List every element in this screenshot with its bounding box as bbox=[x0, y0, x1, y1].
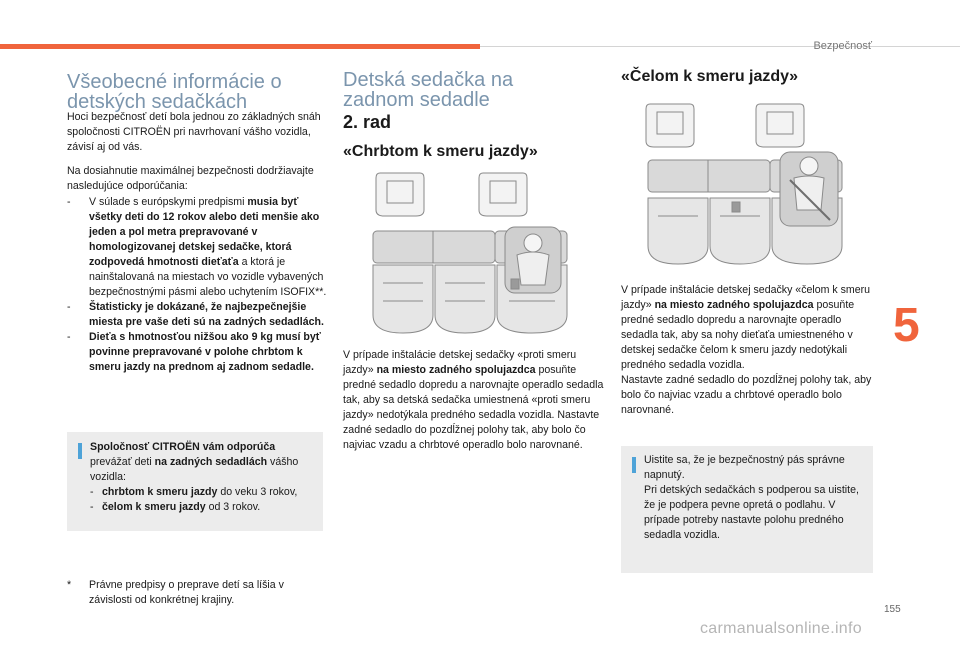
section-tag: Bezpečnosť bbox=[813, 40, 872, 52]
note-text: prevážať deti bbox=[90, 456, 155, 468]
note-bold-text: chrbtom k smeru jazdy bbox=[102, 486, 218, 498]
list-dash: - bbox=[90, 486, 94, 498]
list-bold-text: Štatisticky je dokázané, že najbezpečnejšie miesta pre vaše deti sú na zadných sedadlách. bbox=[89, 301, 324, 328]
body-text: V prípade inštalácie detskej sedačky «proti smeru jazdy» bbox=[343, 349, 577, 376]
list-dash: - bbox=[67, 196, 71, 208]
note-bold-text: čelom k smeru jazdy bbox=[102, 501, 206, 513]
rear-seat-title: Detská sedačka na zadnom sedadle bbox=[343, 69, 514, 111]
top-divider bbox=[480, 46, 960, 47]
note-list-item bbox=[90, 500, 318, 515]
lead-paragraph: Na dosiahnutie maximálnej bezpečnosti dodržiavajte nasledujúce odporúčania: bbox=[67, 165, 314, 192]
note-text: od 3 rokov. bbox=[205, 501, 261, 513]
info-bar-icon bbox=[632, 457, 636, 473]
list-text: V súlade s európskymi predpismi bbox=[89, 196, 248, 208]
footnote-text: Právne predpisy o preprave detí sa líšia v závislosti od konkrétnej krajiny. bbox=[89, 579, 284, 606]
forward-facing-body bbox=[621, 283, 877, 418]
safety-note-text: Uistite sa, že je bezpečnostný pás správne napnutý. Pri detských sedačkách s podperou sa uistite, že je podpera pevne opretá o podlahu. V prípade potreby nastavte polohu predného sedadla vozidla. bbox=[644, 454, 859, 541]
page-number: 155 bbox=[884, 604, 901, 615]
note-text: vášho vozidla: bbox=[90, 456, 299, 483]
list-bold-text: musia byť všetky deti do 12 rokov alebo deti menšie ako jeden a pol metra prepravované v homologizovanej detskej sedačke, ktorá zodpovedá hmotnosti dieťaťa bbox=[89, 196, 320, 268]
body-bold-text: na miesto zadného spolujazdca bbox=[376, 364, 536, 376]
footnote bbox=[67, 578, 327, 608]
rear-facing-child-seat-illustration bbox=[365, 171, 575, 345]
forward-facing-child-seat-illustration bbox=[640, 102, 850, 274]
rear-facing-body bbox=[343, 348, 605, 453]
list-item bbox=[67, 300, 327, 330]
note-bold-text: na zadných sedadlách bbox=[154, 456, 268, 468]
recommendation-note bbox=[67, 432, 323, 531]
info-bar-icon bbox=[78, 443, 82, 459]
body-text: V prípade inštalácie detskej sedačky «čelom k smeru jazdy» bbox=[621, 284, 871, 311]
top-accent-bar bbox=[0, 44, 480, 49]
note-list bbox=[90, 485, 318, 515]
intro-paragraph: Hoci bezpečnosť detí bola jednou zo základných snáh spoločnosti CITROËN pri navrhovaní vášho vozidla, závisí aj od vás. bbox=[67, 111, 321, 153]
list-dash: - bbox=[67, 301, 71, 313]
rear-facing-heading: «Chrbtom k smeru jazdy» bbox=[343, 143, 538, 160]
list-text: a ktorá je nainštalovaná na miestach vo vozidle vybavených bezpečnostnými pásmi alebo uchytením ISOFIX**. bbox=[89, 256, 327, 298]
safety-note bbox=[621, 446, 873, 573]
body-text: posuňte predné sedadlo dopredu a narovnajte operadlo sedadla tak, aby sa detská sedačka umiestnená «proti smeru jazdy» nedotýkala predného sedadla vozidla. Nastavte zadné sedadlo do pozdĺžnej polohy tak, aby bolo čo najviac vzadu a chrbtové operadlo bolo narovnané. bbox=[343, 364, 604, 451]
list-dash: - bbox=[67, 331, 71, 343]
recommendation-list bbox=[67, 195, 327, 375]
list-dash: - bbox=[90, 501, 94, 513]
forward-facing-heading: «Čelom k smeru jazdy» bbox=[621, 68, 798, 85]
list-item bbox=[67, 195, 327, 300]
body-text: posuňte predné sedadlo dopredu a narovnajte operadlo sedadla tak, aby sa nohy dieťaťa umiestneného v detskej sedačke čelom k smeru jazdy nedotýkali predného sedadla vozidla. bbox=[621, 299, 855, 371]
note-bold-text: Spoločnosť CITROËN vám odporúča bbox=[90, 441, 276, 453]
chapter-number: 5 bbox=[893, 299, 920, 352]
body-text: Nastavte zadné sedadlo do pozdĺžnej polohy tak, aby bolo čo najviac vzadu a chrbtové operadlo bolo narovnané. bbox=[621, 374, 872, 416]
row-subtitle: 2. rad bbox=[343, 112, 392, 132]
body-bold-text: na miesto zadného spolujazdca bbox=[654, 299, 814, 311]
general-info-title: Všeobecné informácie o detských sedačkách bbox=[67, 71, 282, 113]
list-item bbox=[67, 330, 327, 375]
note-list-item bbox=[90, 485, 318, 500]
note-text: do veku 3 rokov, bbox=[217, 486, 298, 498]
footnote-star: * bbox=[67, 579, 72, 591]
watermark: carmanualsonline.info bbox=[700, 620, 862, 637]
list-bold-text: Dieťa s hmotnosťou nižšou ako 9 kg musí byť povinne prepravované v polohe chrbtom k smeru jazdy na prednom aj zadnom sedadle. bbox=[89, 331, 321, 373]
